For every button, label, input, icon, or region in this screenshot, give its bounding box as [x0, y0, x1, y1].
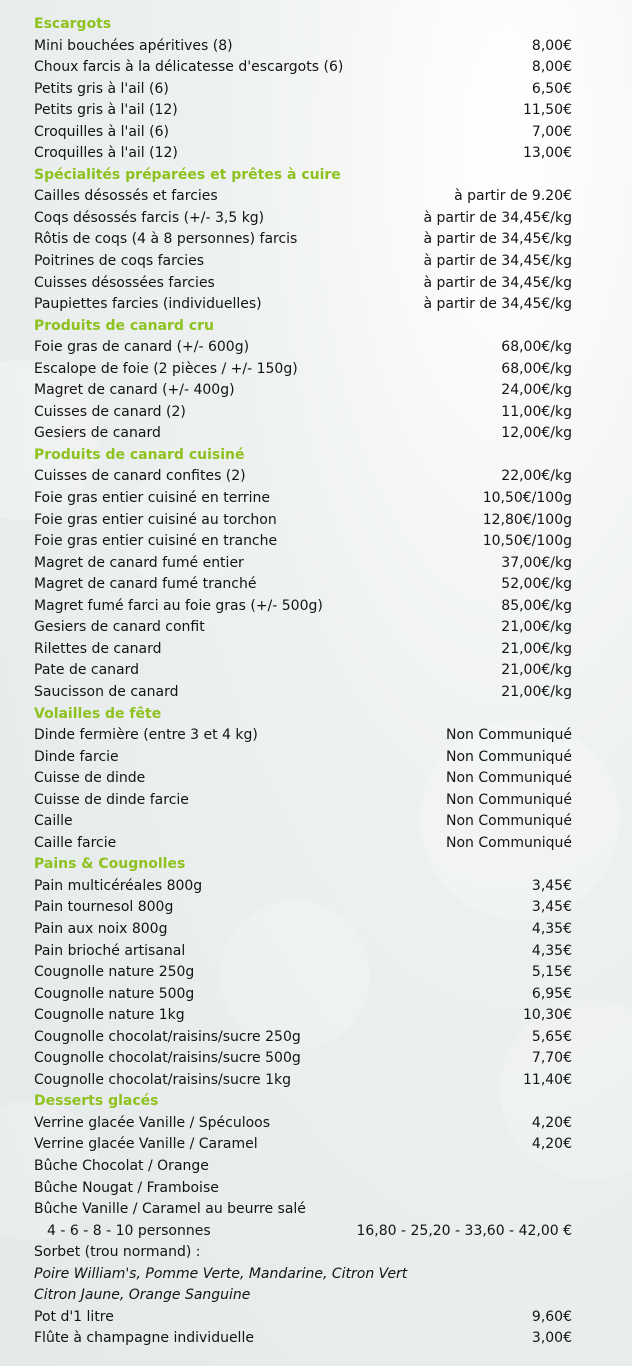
item-name: Verrine glacée Vanille / Caramel: [34, 1136, 258, 1153]
menu-item: [34, 488, 572, 510]
section-specialites: [34, 165, 572, 316]
item-name: Foie gras entier cuisiné en terrine: [34, 490, 270, 507]
item-price: 5,65€: [531, 1028, 572, 1045]
item-price: 4,35€: [531, 942, 572, 959]
item-price: à partir de 34,45€/kg: [423, 296, 572, 313]
menu-item: [34, 1048, 572, 1070]
item-name: Foie gras entier cuisiné en tranche: [34, 533, 278, 550]
menu-item: [34, 57, 572, 79]
item-name: Magret fumé farci au foie gras (+/- 500g): [34, 597, 323, 614]
menu-item: [34, 100, 572, 122]
item-name: Cougnolle chocolat/raisins/sucre 250g: [34, 1028, 301, 1045]
item-price: Non Communiqué: [446, 748, 572, 765]
menu-item: [34, 1307, 572, 1329]
item-name: Mini bouchées apéritives (8): [34, 37, 233, 54]
item-name: Magret de canard (+/- 400g): [34, 382, 235, 399]
item-price: 4,35€: [531, 920, 572, 937]
item-price: 13,00€: [523, 145, 572, 162]
item-price: 6,50€: [531, 80, 572, 97]
menu-item: [34, 402, 572, 424]
item-price: 16,80 - 25,20 - 33,60 - 42,00 €: [356, 1222, 572, 1239]
item-price: 10,50€/100g: [482, 533, 572, 550]
item-name: Pot d'1 litre: [34, 1308, 114, 1325]
item-price: 12,80€/100g: [482, 511, 572, 528]
menu-item: [34, 725, 572, 747]
item-name: Coqs désossés farcis (+/- 3,5 kg): [34, 209, 265, 226]
menu-item: [34, 1005, 572, 1027]
menu-item: [34, 833, 572, 855]
item-name: Cougnolle nature 500g: [34, 985, 195, 1002]
item-price: 8,00€: [531, 59, 572, 76]
item-price: 10,50€/100g: [482, 490, 572, 507]
menu-item: [34, 273, 572, 295]
menu-item: [34, 186, 572, 208]
menu-item: [34, 380, 572, 402]
menu-item: [34, 790, 572, 812]
item-price: 9,60€: [531, 1308, 572, 1325]
sorbet-flavours: Poire William's, Pomme Verte, Mandarine, Citron Vert: [34, 1265, 408, 1282]
menu-item: [34, 768, 572, 790]
item-price: 85,00€/kg: [501, 597, 572, 614]
item-price: Non Communiqué: [446, 834, 572, 851]
item-name: Cuisses de canard confites (2): [34, 468, 246, 485]
section-pains: [34, 854, 572, 1091]
item-price: à partir de 9.20€: [454, 188, 572, 205]
item-name: Pain multicéréales 800g: [34, 877, 203, 894]
item-price: 4,20€: [531, 1136, 572, 1153]
item-name: Croquilles à l'ail (12): [34, 145, 178, 162]
menu-item: [34, 359, 572, 381]
item-name: Caille: [34, 813, 73, 830]
item-price: 11,50€: [523, 102, 572, 119]
menu-item: [34, 79, 572, 101]
item-name: Dinde farcie: [34, 748, 119, 765]
buche-sizes-row: [34, 1221, 572, 1243]
item-price: 68,00€/kg: [501, 360, 572, 377]
menu-item: [34, 510, 572, 532]
menu-item: [34, 811, 572, 833]
item-price: Non Communiqué: [446, 770, 572, 787]
menu-item: [34, 747, 572, 769]
menu-item: [34, 294, 572, 316]
section-title: Desserts glacés: [34, 1093, 159, 1110]
section-title: Escargots: [34, 16, 112, 32]
item-name: Pain brioché artisanal: [34, 942, 186, 959]
item-name: Pain aux noix 800g: [34, 920, 168, 937]
menu-item: [34, 660, 572, 682]
item-price: 12,00€/kg: [501, 425, 572, 442]
item-price: 5,15€: [531, 964, 572, 981]
menu-item: [34, 596, 572, 618]
menu-item: [34, 941, 572, 963]
item-name: Gesiers de canard: [34, 425, 161, 442]
item-price: 4,20€: [531, 1114, 572, 1131]
menu-item: [34, 423, 572, 445]
item-name: Cougnolle chocolat/raisins/sucre 500g: [34, 1050, 301, 1067]
item-price: 7,00€: [531, 123, 572, 140]
menu-item: [34, 617, 572, 639]
item-name: Petits gris à l'ail (6): [34, 80, 169, 97]
item-name: Magret de canard fumé tranché: [34, 576, 257, 593]
item-name: Magret de canard fumé entier: [34, 554, 244, 571]
menu-item: [34, 122, 572, 144]
item-name: Cougnolle nature 250g: [34, 964, 195, 981]
item-price: 3,00€: [531, 1330, 572, 1347]
menu-item: [34, 1070, 572, 1092]
menu-item: [34, 337, 572, 359]
item-price: 21,00€/kg: [501, 640, 572, 657]
section-title: Produits de canard cuisiné: [34, 446, 245, 463]
menu-item: [34, 1027, 572, 1049]
item-name: Croquilles à l'ail (6): [34, 123, 169, 140]
item-price: Non Communiqué: [446, 813, 572, 830]
item-name: Cuisses de canard (2): [34, 403, 186, 420]
item-name: Saucisson de canard: [34, 683, 179, 700]
item-name: Cuisse de dinde: [34, 770, 146, 787]
item-name: Gesiers de canard confit: [34, 619, 205, 636]
menu-item: [34, 962, 572, 984]
item-price: 11,00€/kg: [501, 403, 572, 420]
menu-item: [34, 229, 572, 251]
item-price: 10,30€: [523, 1007, 572, 1024]
item-price: Non Communiqué: [446, 791, 572, 808]
item-price: 52,00€/kg: [501, 576, 572, 593]
section-canard-cru: [34, 316, 572, 445]
item-name: Escalope de foie (2 pièces / +/- 150g): [34, 360, 298, 377]
item-price: 3,45€: [531, 899, 572, 916]
price-list: [34, 14, 572, 1350]
menu-item: [34, 984, 572, 1006]
menu-item: [34, 466, 572, 488]
item-name: Pate de canard: [34, 662, 140, 679]
item-name: Dinde fermière (entre 3 et 4 kg): [34, 727, 258, 744]
menu-item: [34, 531, 572, 553]
section-title: Produits de canard cru: [34, 317, 214, 334]
section-title: Pains & Cougnolles: [34, 856, 186, 873]
item-name: Rôtis de coqs (4 à 8 personnes) farcis: [34, 231, 298, 248]
menu-item: [34, 1134, 572, 1156]
menu-item: [34, 897, 572, 919]
menu-item: [34, 574, 572, 596]
section-desserts: [34, 1091, 572, 1350]
item-price: 6,95€: [531, 985, 572, 1002]
section-title: Volailles de fête: [34, 705, 162, 722]
item-price: 22,00€/kg: [501, 468, 572, 485]
item-price: 3,45€: [531, 877, 572, 894]
sorbet-title: Sorbet (trou normand) :: [34, 1244, 201, 1261]
section-volailles: [34, 704, 572, 855]
item-name: Foie gras de canard (+/- 600g): [34, 339, 250, 356]
buche-vanille-caramel: Bûche Vanille / Caramel au beurre salé: [34, 1201, 306, 1218]
item-price: 21,00€/kg: [501, 619, 572, 636]
item-price: 8,00€: [531, 37, 572, 54]
menu-item: [34, 143, 572, 165]
item-name: Rilettes de canard: [34, 640, 162, 657]
section-title: Spécialités préparées et prêtes à cuire: [34, 166, 341, 183]
item-name: Pain tournesol 800g: [34, 899, 174, 916]
sorbet-flavours: Citron Jaune, Orange Sanguine: [34, 1287, 251, 1304]
item-price: 11,40€: [523, 1071, 572, 1088]
buche-nougat-framboise: Bûche Nougat / Framboise: [34, 1179, 219, 1196]
item-name: Petits gris à l'ail (12): [34, 102, 178, 119]
item-name: Flûte à champagne individuelle: [34, 1330, 254, 1347]
item-name: Foie gras entier cuisiné au torchon: [34, 511, 277, 528]
section-canard-cuisine: [34, 445, 572, 704]
item-name: Verrine glacée Vanille / Spéculoos: [34, 1114, 271, 1131]
menu-item: [34, 876, 572, 898]
item-price: 21,00€/kg: [501, 683, 572, 700]
menu-item: [34, 553, 572, 575]
menu-item: [34, 682, 572, 704]
item-price: 21,00€/kg: [501, 662, 572, 679]
item-price: à partir de 34,45€/kg: [423, 209, 572, 226]
item-price: 24,00€/kg: [501, 382, 572, 399]
item-price: à partir de 34,45€/kg: [423, 231, 572, 248]
menu-item: [34, 1328, 572, 1350]
item-price: 37,00€/kg: [501, 554, 572, 571]
item-name: Poitrines de coqs farcies: [34, 253, 205, 270]
item-price: 7,70€: [531, 1050, 572, 1067]
menu-item: [34, 919, 572, 941]
item-name: Cuisse de dinde farcie: [34, 791, 189, 808]
item-name: Choux farcis à la délicatesse d'escargots (6): [34, 59, 344, 76]
item-name: 4 - 6 - 8 - 10 personnes: [47, 1222, 211, 1239]
item-price: Non Communiqué: [446, 727, 572, 744]
item-name: Cougnolle nature 1kg: [34, 1007, 185, 1024]
menu-item: [34, 639, 572, 661]
item-name: Cuisses désossées farcies: [34, 274, 215, 291]
menu-item: [34, 36, 572, 58]
menu-item: [34, 208, 572, 230]
buche-chocolat-orange: Bûche Chocolat / Orange: [34, 1157, 209, 1174]
item-price: à partir de 34,45€/kg: [423, 274, 572, 291]
item-price: 68,00€/kg: [501, 339, 572, 356]
item-name: Paupiettes farcies (individuelles): [34, 296, 262, 313]
section-escargots: [34, 14, 572, 165]
menu-item: [34, 251, 572, 273]
item-name: Cailles désossés et farcies: [34, 188, 218, 205]
item-price: à partir de 34,45€/kg: [423, 253, 572, 270]
item-name: Cougnolle chocolat/raisins/sucre 1kg: [34, 1071, 292, 1088]
item-name: Caille farcie: [34, 834, 117, 851]
menu-item: [34, 1113, 572, 1135]
